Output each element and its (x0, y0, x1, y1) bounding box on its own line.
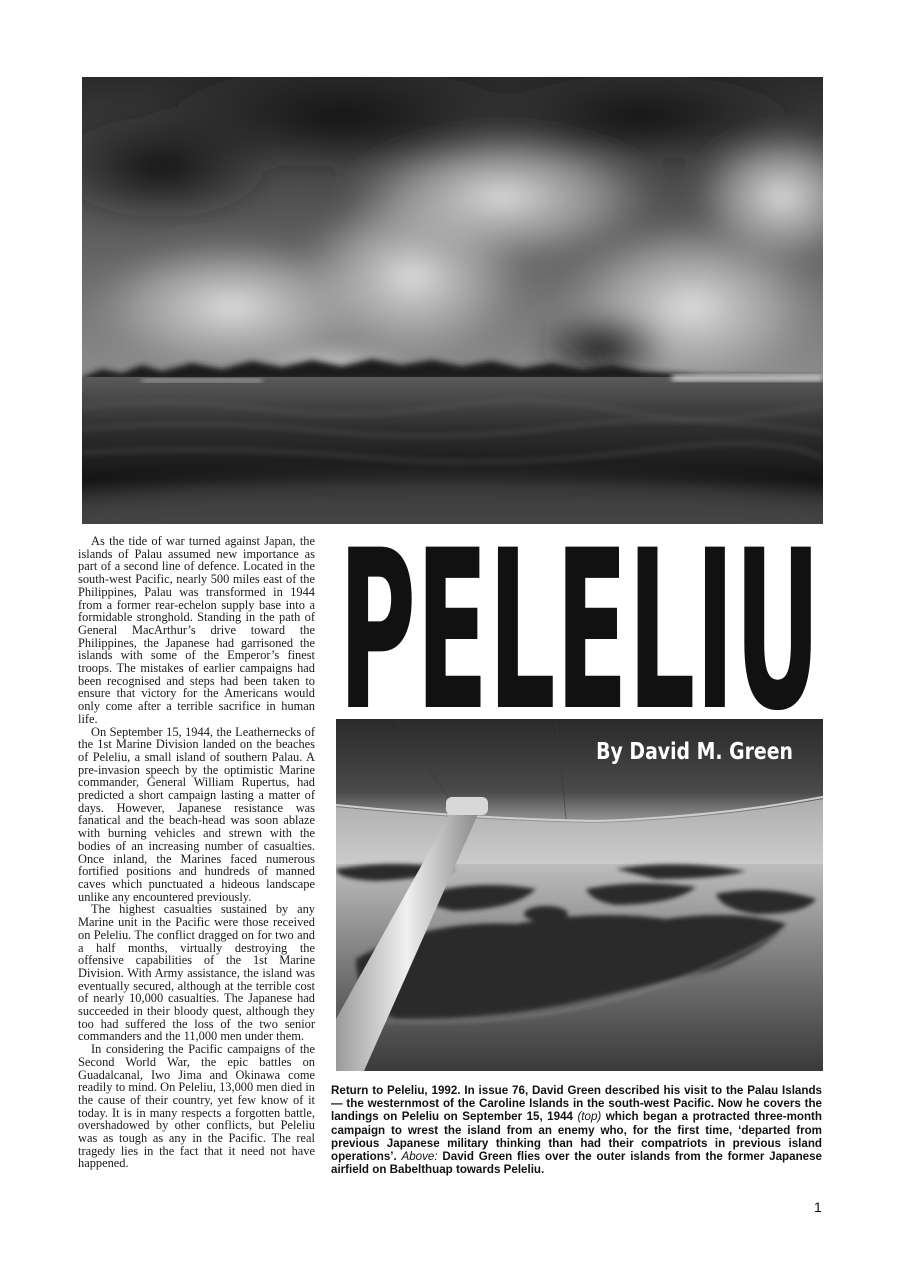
article-paragraph: As the tide of war turned against Japan, the islands of Palau assumed new importance as part of a second line of defence. Located in the south-west Pacific, nearly 500 miles east of the Philippines, Palau was transformed in 1944 from a former rear-echelon supply base into a formidable stronghold. Standing in the path of General MacArthur’s drive toward the Philippines, the Japanese had garrisoned the islands with some of the Emperor’s finest troops. The mistakes of earlier campaigns had been recognised and steps had been taken to ensure that victory for the Americans would only come after a terrible sacrifice in human life. (78, 534, 315, 726)
caption-lead: Return to Peleliu, 1992. In issue 76, David Green described his visit to the Palau Islands — the westernmost of the Caroline Islands in the south-west Pacific. Now he covers the landings on Peleliu on September 15, 1944 (331, 1084, 822, 1124)
article-body (78, 535, 315, 1170)
article-paragraph: On September 15, 1944, the Leathernecks of the 1st Marine Division landed on the beaches of Peleliu, a small island of southern Palau. A pre-invasion speech by the optimistic Marine commander, General William Rupertus, had predicted a short campaign lasting a matter of days. However, Japanese resistance was fanatical and the beach-head was soon ablaze with burning vehicles and strewn with the bodies of an increasing number of casualties. Once inland, the Marines faced numerous fortified positions and hundreds of manned caves which punctuated a hideous landscape unlike any encountered previously. (78, 724, 315, 904)
byline: By David M. Green (596, 739, 793, 765)
headline-title: PELELIU (338, 537, 821, 710)
aerial-islands-photo (336, 719, 823, 1071)
aerial-islands-photo-art (336, 719, 823, 1071)
article-paragraph: The highest casualties sustained by any Marine unit in the Pacific were those received on Peleliu. The conflict dragged on for two and a half months, virtually destroying the offensive capabilities of the 1st Marine Division. With Army assistance, the island was eventually secured, although at the terrible cost of nearly 10,000 casualties. The Japanese had succeeded in their bloody quest, although they too had suffered the loss of the two senior commanders and the 11,000 men under them. (78, 902, 315, 1044)
landing-beach-photo-art (82, 77, 823, 524)
article-paragraph: In considering the Pacific campaigns of the Second World War, the epic battles on Guadalcanal, Iwo Jima and Okinawa come readily to mind. On Peleliu, 13,000 men died in the cause of their country, yet few know of it today. It is in many respects a forgotten battle, overshadowed by other conflicts, but Peleliu was as tough as any in the Pacific. The real tragedy lies in the fact that it need not have happened. (78, 1042, 315, 1171)
landing-beach-photo (82, 77, 823, 524)
photo-caption (331, 1084, 822, 1176)
caption-above-label: Above: (401, 1150, 438, 1164)
caption-middle: which began a protracted three-month campaign to wrest the island from an enemy who, for the first time, ‘departed from previous Japanese military thinking than had their compatriots in previous island operations’. (331, 1110, 822, 1164)
caption-tail: David Green flies over the outer islands from the former Japanese airfield on Babelthuap towards Peleliu. (331, 1150, 822, 1177)
headline (336, 537, 823, 710)
headline-art (336, 537, 823, 710)
caption-top-label: (top) (577, 1110, 602, 1124)
page-number: 1 (814, 1199, 822, 1215)
